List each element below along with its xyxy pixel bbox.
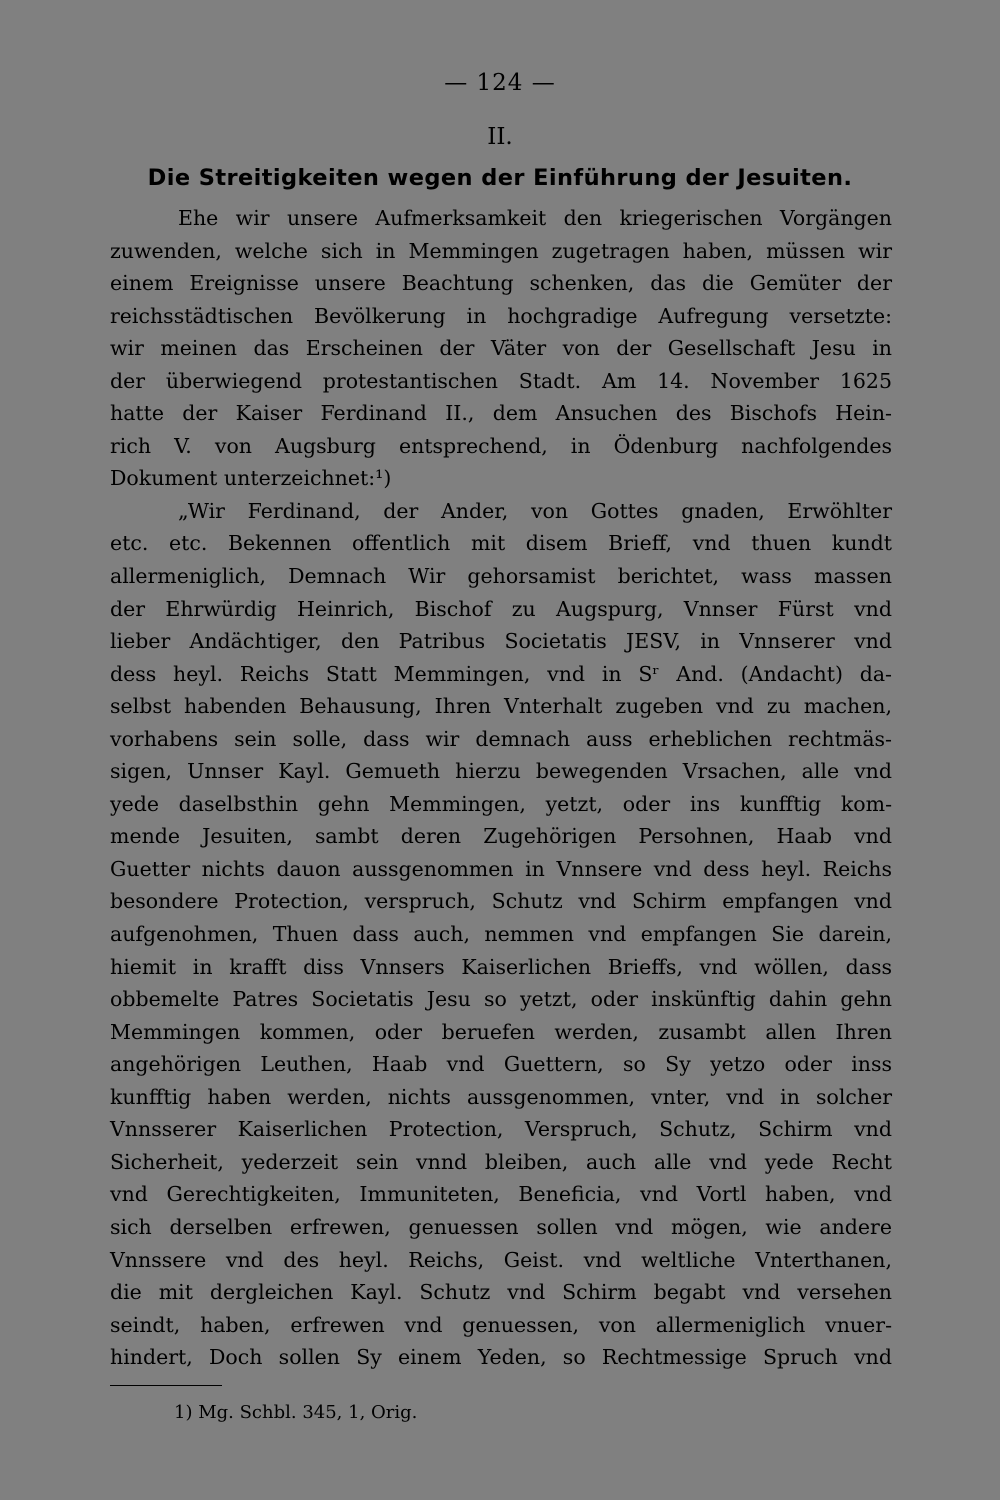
text-line: Memmingen kommen, oder beruefen werden, zusambt allen Ihren bbox=[110, 1019, 892, 1044]
section-number: II. bbox=[487, 124, 513, 150]
text-line: aufgenohmen, Thuen dass auch, nemmen vnd empfangen Sie darein, bbox=[110, 922, 892, 947]
text-line: angehörigen Leuthen, Haab vnd Guettern, so Sy yetzo oder inss bbox=[110, 1052, 892, 1077]
text-line: „Wir Ferdinand, der Ander, von Gottes gnaden, Erwöhlter bbox=[178, 498, 892, 523]
page-number: — 124 — bbox=[444, 70, 556, 96]
text-line: die mit dergleichen Kayl. Schutz vnd Schirm begabt vnd versehen bbox=[110, 1280, 892, 1305]
text-line: yede daselbsthin gehn Memmingen, yetzt, oder ins kunfftig kom- bbox=[110, 791, 892, 816]
text-line: reichsstädtischen Bevölkerung in hochgradige Aufregung versetzte: bbox=[110, 303, 892, 328]
text-line: hatte der Kaiser Ferdinand II., dem Ansuchen des Bischofs Hein- bbox=[110, 401, 892, 426]
text-line: vorhabens sein solle, dass wir demnach auss erheblichen rechtmäs- bbox=[110, 726, 892, 751]
text-line: hindert, Doch sollen Sy einem Yeden, so Rechtmessige Spruch vnd bbox=[110, 1345, 892, 1370]
text-line: seindt, haben, erfrewen vnd genuessen, von allermeniglich vnuer- bbox=[110, 1312, 892, 1337]
footnote: 1) Mg. Schbl. 345, 1, Orig. bbox=[174, 1402, 418, 1423]
text-line: besondere Protection, verspruch, Schutz vnd Schirm empfangen vnd bbox=[110, 889, 892, 914]
text-line: Vnnssere vnd des heyl. Reichs, Geist. vnd weltliche Vnterthanen, bbox=[110, 1247, 892, 1272]
text-line: hiemit in krafft diss Vnnsers Kaiserlichen Brieffs, vnd wöllen, dass bbox=[110, 954, 892, 979]
text-line: mende Jesuiten, sambt deren Zugehörigen Persohnen, Haab vnd bbox=[110, 824, 892, 849]
text-line: etc. etc. Bekennen offentlich mit disem Brieff, vnd thuen kundt bbox=[110, 531, 892, 556]
text-line: selbst habenden Behausung, Ihren Vnterhalt zugeben vnd zu machen, bbox=[110, 694, 892, 719]
chapter-heading: Die Streitigkeiten wegen der Einführung der Jesuiten. bbox=[147, 165, 853, 191]
text-line: rich V. von Augsburg entsprechend, in Ödenburg nachfolgendes bbox=[110, 433, 892, 458]
text-line: sich derselben erfrewen, genuessen sollen vnd mögen, wie andere bbox=[110, 1214, 892, 1239]
text-line: Guetter nichts dauon aussgenommen in Vnnsere vnd dess heyl. Reichs bbox=[110, 856, 892, 881]
text-line: kunfftig haben werden, nichts aussgenommen, vnter, vnd in solcher bbox=[110, 1084, 892, 1109]
text-line: der überwiegend protestantischen Stadt. Am 14. November 1625 bbox=[110, 368, 892, 393]
text-line: sigen, Unnser Kayl. Gemueth hierzu bewegenden Vrsachen, alle vnd bbox=[110, 759, 892, 784]
body-text bbox=[110, 202, 892, 1374]
text-line: Vnnsserer Kaiserlichen Protection, Verspruch, Schutz, Schirm vnd bbox=[110, 1117, 892, 1142]
text-line: allermeniglich, Demnach Wir gehorsamist berichtet, wass massen bbox=[110, 564, 892, 589]
text-line: lieber Andächtiger, den Patribus Societatis JESV, in Vnnserer vnd bbox=[110, 629, 892, 654]
text-line: Dokument unterzeichnet:¹) bbox=[110, 466, 392, 491]
text-line: der Ehrwürdig Heinrich, Bischof zu Augspurg, Vnnser Fürst vnd bbox=[110, 596, 892, 621]
text-line: wir meinen das Erscheinen der Väter von der Gesellschaft Jesu in bbox=[110, 336, 892, 361]
text-line: obbemelte Patres Societatis Jesu so yetzt, oder inskünftig dahin gehn bbox=[110, 987, 892, 1012]
footnote-divider bbox=[110, 1385, 222, 1386]
text-line: Ehe wir unsere Aufmerksamkeit den kriegerischen Vorgängen bbox=[178, 206, 892, 230]
text-line: vnd Gerechtigkeiten, Immuniteten, Beneficia, vnd Vortl haben, vnd bbox=[110, 1182, 892, 1207]
text-line: zuwenden, welche sich in Memmingen zugetragen haben, müssen wir bbox=[110, 238, 892, 263]
text-line: einem Ereignisse unsere Beachtung schenken, das die Gemüter der bbox=[110, 271, 892, 296]
text-line: dess heyl. Reichs Statt Memmingen, vnd in Sʳ And. (Andacht) da- bbox=[110, 661, 892, 686]
text-line: Sicherheit, yederzeit sein vnnd bleiben, auch alle vnd yede Recht bbox=[110, 1149, 892, 1174]
